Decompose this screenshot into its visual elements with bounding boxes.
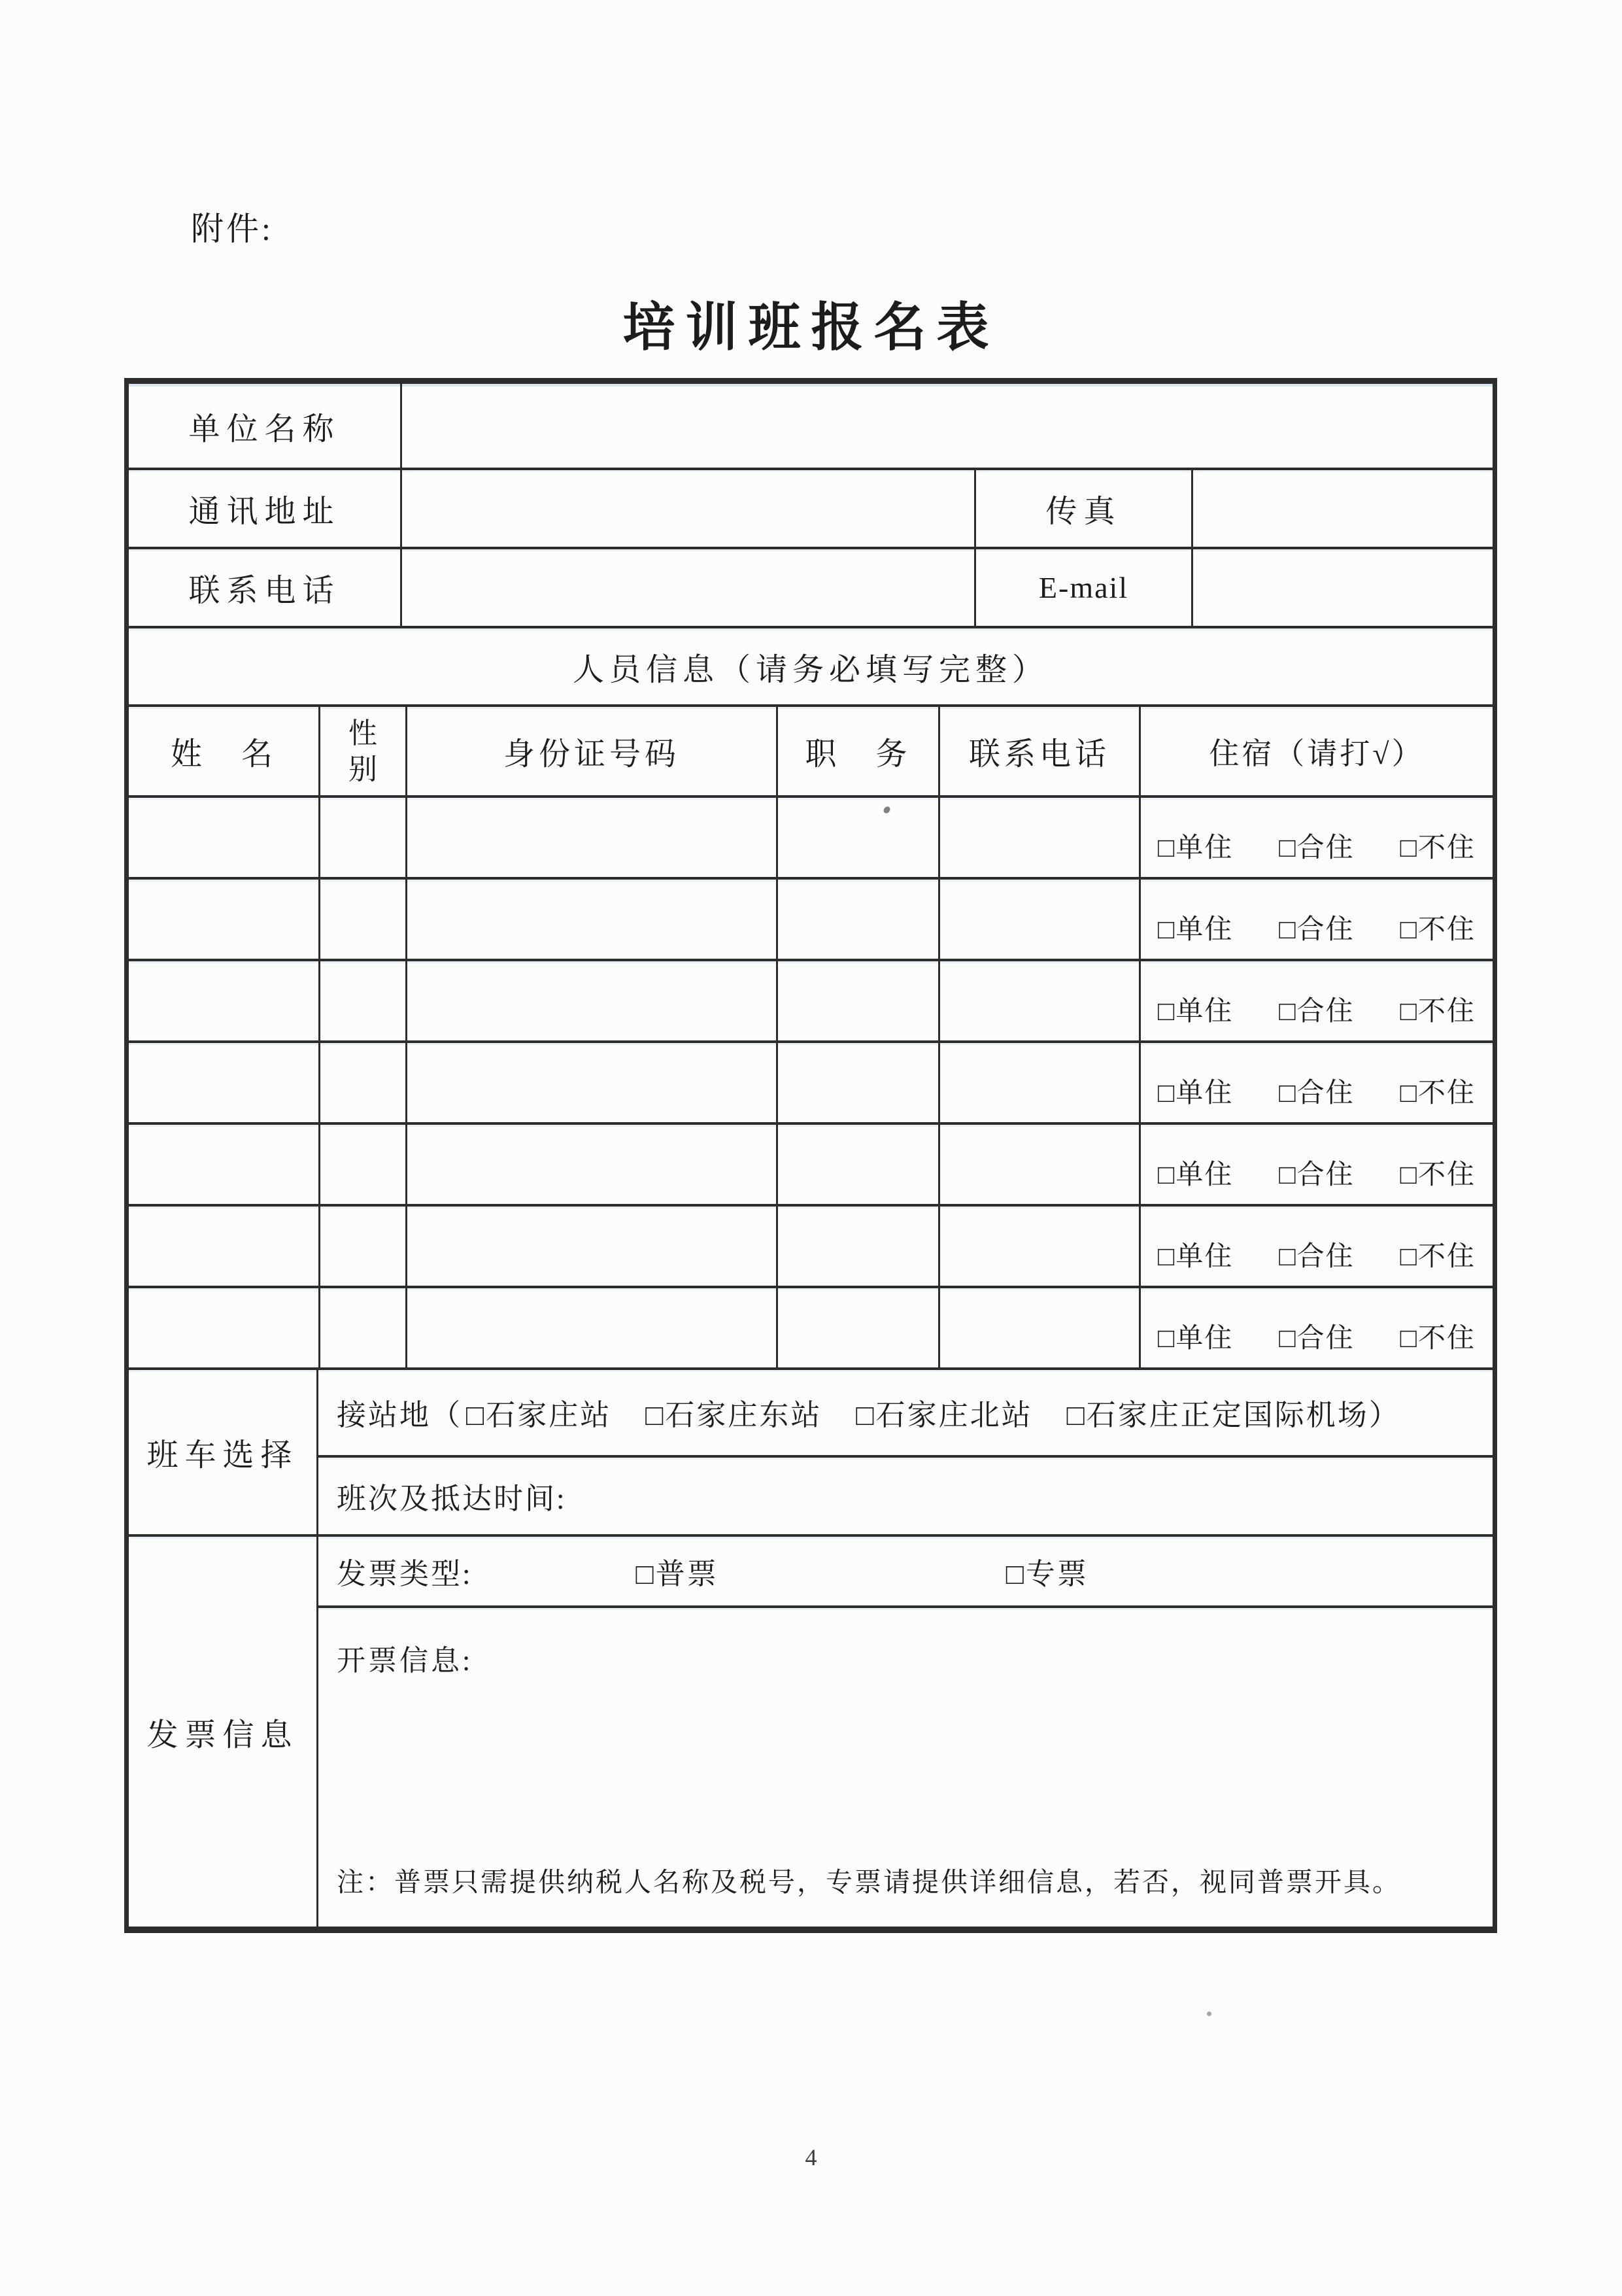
email-label-text: E-mail bbox=[1038, 571, 1129, 604]
pickup-suffix: ） bbox=[1368, 1399, 1400, 1432]
invoice-checkbox-special: □专票 bbox=[1005, 1558, 1089, 1590]
id-number-cell bbox=[405, 1125, 776, 1204]
scan-speck bbox=[1207, 2012, 1211, 2016]
address-label bbox=[129, 470, 400, 547]
personnel-row-1 bbox=[129, 795, 1493, 877]
page-number: 4 bbox=[805, 2144, 817, 2170]
fax-label bbox=[974, 470, 1191, 547]
personnel-row-4 bbox=[129, 1040, 1493, 1122]
lodging-checkbox-single: □单住 bbox=[1158, 1160, 1234, 1190]
gender-cell bbox=[318, 798, 405, 877]
lodging-checkbox-shared: □合住 bbox=[1279, 1242, 1355, 1272]
lodging-checkbox-shared: □合住 bbox=[1279, 1160, 1355, 1190]
lodging-checkbox-none: □不住 bbox=[1400, 997, 1476, 1027]
gender-cell bbox=[318, 1043, 405, 1122]
position-cell bbox=[776, 1288, 938, 1367]
gender-cell bbox=[318, 1125, 405, 1204]
personnel-section-title bbox=[129, 628, 1493, 704]
lodging-checkbox-none: □不住 bbox=[1400, 1324, 1476, 1354]
shuttle-section bbox=[129, 1367, 1493, 1534]
fax-label-text: 传真 bbox=[1045, 494, 1122, 529]
lodging-options-cell bbox=[1139, 1207, 1493, 1286]
email-label bbox=[974, 549, 1191, 626]
header-contact-phone bbox=[938, 707, 1139, 795]
address-label-text: 通讯地址 bbox=[188, 494, 341, 529]
name-cell bbox=[129, 1125, 318, 1204]
id-number-cell bbox=[405, 961, 776, 1040]
header-lodging-text: 住宿（请打√） bbox=[1209, 736, 1425, 770]
email-value-cell bbox=[1191, 549, 1493, 626]
schedule-row bbox=[318, 1455, 1493, 1534]
row-address bbox=[129, 468, 1493, 547]
unit-name-value-cell bbox=[400, 384, 1493, 468]
row-phone bbox=[129, 547, 1493, 626]
invoice-subcolumn bbox=[316, 1537, 1493, 1927]
id-number-cell bbox=[405, 1207, 776, 1286]
pickup-checkbox-north-station: □石家庄北站 bbox=[856, 1399, 1033, 1432]
invoice-section bbox=[129, 1534, 1493, 1927]
pickup-checkbox-shijiazhuang-station: □石家庄站 bbox=[466, 1399, 612, 1432]
header-id-number bbox=[405, 707, 776, 795]
lodging-checkbox-single: □单住 bbox=[1158, 997, 1234, 1027]
unit-name-label-text: 单位名称 bbox=[188, 411, 341, 447]
header-position-text: 职 务 bbox=[805, 737, 911, 772]
position-cell bbox=[776, 880, 938, 959]
personnel-row-5 bbox=[129, 1122, 1493, 1204]
header-name-text: 姓 名 bbox=[170, 737, 277, 772]
lodging-checkbox-none: □不住 bbox=[1400, 1078, 1476, 1108]
lodging-checkbox-none: □不住 bbox=[1400, 1242, 1476, 1272]
position-cell bbox=[776, 961, 938, 1040]
personnel-row-2 bbox=[129, 877, 1493, 959]
row-unit-name bbox=[129, 384, 1493, 468]
lodging-options-cell bbox=[1139, 1125, 1493, 1204]
lodging-options-cell bbox=[1139, 961, 1493, 1040]
gender-cell bbox=[318, 1207, 405, 1286]
name-cell bbox=[129, 798, 318, 877]
schedule-label-text: 班次及抵达时间: bbox=[337, 1482, 567, 1515]
shuttle-label-text: 班车选择 bbox=[146, 1438, 299, 1473]
contact-phone-cell bbox=[938, 961, 1139, 1040]
phone-label-text: 联系电话 bbox=[188, 574, 341, 608]
pickup-prefix: 接站地（ bbox=[337, 1399, 463, 1432]
lodging-checkbox-shared: □合住 bbox=[1279, 915, 1355, 945]
header-gender bbox=[318, 707, 405, 795]
shuttle-subcolumn bbox=[316, 1370, 1493, 1534]
header-lodging bbox=[1139, 707, 1493, 795]
invoice-type-label: 发票类型: bbox=[337, 1558, 473, 1590]
page-title: 培训班报名表 bbox=[622, 300, 1000, 357]
phone-value-cell bbox=[400, 549, 974, 626]
personnel-section-title-text: 人员信息（请务必填写完整） bbox=[572, 652, 1049, 687]
attachment-label: 附件: bbox=[191, 211, 273, 247]
lodging-options-cell bbox=[1139, 798, 1493, 877]
lodging-checkbox-shared: □合住 bbox=[1279, 1078, 1355, 1108]
invoice-label bbox=[129, 1537, 316, 1927]
gender-cell bbox=[318, 880, 405, 959]
id-number-cell bbox=[405, 880, 776, 959]
name-cell bbox=[129, 1288, 318, 1367]
lodging-checkbox-none: □不住 bbox=[1400, 915, 1476, 945]
header-position bbox=[776, 707, 938, 795]
lodging-options-cell bbox=[1139, 880, 1493, 959]
name-cell bbox=[129, 961, 318, 1040]
pickup-checkbox-east-station: □石家庄东站 bbox=[645, 1399, 822, 1432]
contact-phone-cell bbox=[938, 1207, 1139, 1286]
header-name bbox=[129, 707, 318, 795]
invoice-type-row bbox=[318, 1537, 1493, 1605]
lodging-checkbox-none: □不住 bbox=[1400, 1160, 1476, 1190]
header-gender-text: 性别 bbox=[348, 717, 377, 785]
personnel-row-7 bbox=[129, 1286, 1493, 1367]
lodging-options-cell bbox=[1139, 1288, 1493, 1367]
registration-form-table bbox=[124, 378, 1497, 1933]
id-number-cell bbox=[405, 798, 776, 877]
invoice-checkbox-general: □普票 bbox=[635, 1558, 718, 1590]
lodging-checkbox-none: □不住 bbox=[1400, 833, 1476, 863]
name-cell bbox=[129, 880, 318, 959]
position-cell bbox=[776, 1125, 938, 1204]
phone-label bbox=[129, 549, 400, 626]
lodging-checkbox-single: □单住 bbox=[1158, 915, 1234, 945]
gender-cell bbox=[318, 1288, 405, 1367]
contact-phone-cell bbox=[938, 1288, 1139, 1367]
lodging-checkbox-single: □单住 bbox=[1158, 1242, 1234, 1272]
billing-info-cell bbox=[318, 1605, 1493, 1927]
fax-value-cell bbox=[1191, 470, 1493, 547]
position-cell bbox=[776, 1207, 938, 1286]
shuttle-label bbox=[129, 1370, 316, 1534]
lodging-checkbox-single: □单住 bbox=[1158, 1324, 1234, 1354]
invoice-label-text: 发票信息 bbox=[146, 1717, 299, 1753]
unit-name-label bbox=[129, 384, 400, 468]
lodging-options-cell bbox=[1139, 1043, 1493, 1122]
lodging-checkbox-single: □单住 bbox=[1158, 1078, 1234, 1108]
row-personnel-title bbox=[129, 626, 1493, 704]
billing-info-label: 开票信息: bbox=[337, 1645, 473, 1677]
id-number-cell bbox=[405, 1043, 776, 1122]
name-cell bbox=[129, 1207, 318, 1286]
lodging-checkbox-shared: □合住 bbox=[1279, 997, 1355, 1027]
id-number-cell bbox=[405, 1288, 776, 1367]
personnel-row-6 bbox=[129, 1204, 1493, 1286]
personnel-row-3 bbox=[129, 959, 1493, 1040]
gender-cell bbox=[318, 961, 405, 1040]
lodging-checkbox-shared: □合住 bbox=[1279, 1324, 1355, 1354]
header-id-number-text: 身份证号码 bbox=[503, 737, 680, 772]
invoice-note: 注：普票只需提供纳税人名称及税号，专票请提供详细信息，若否，视同普票开具。 bbox=[337, 1867, 1401, 1897]
contact-phone-cell bbox=[938, 1043, 1139, 1122]
header-contact-phone-text: 联系电话 bbox=[968, 737, 1110, 772]
address-value-cell bbox=[400, 470, 974, 547]
personnel-header-row bbox=[129, 704, 1493, 795]
lodging-checkbox-single: □单住 bbox=[1158, 833, 1234, 863]
name-cell bbox=[129, 1043, 318, 1122]
position-cell bbox=[776, 798, 938, 877]
pickup-checkbox-zhengding-airport: □石家庄正定国际机场 bbox=[1066, 1399, 1369, 1432]
pickup-location-row bbox=[318, 1370, 1493, 1455]
contact-phone-cell bbox=[938, 1125, 1139, 1204]
lodging-checkbox-shared: □合住 bbox=[1279, 833, 1355, 863]
contact-phone-cell bbox=[938, 880, 1139, 959]
contact-phone-cell bbox=[938, 798, 1139, 877]
position-cell bbox=[776, 1043, 938, 1122]
